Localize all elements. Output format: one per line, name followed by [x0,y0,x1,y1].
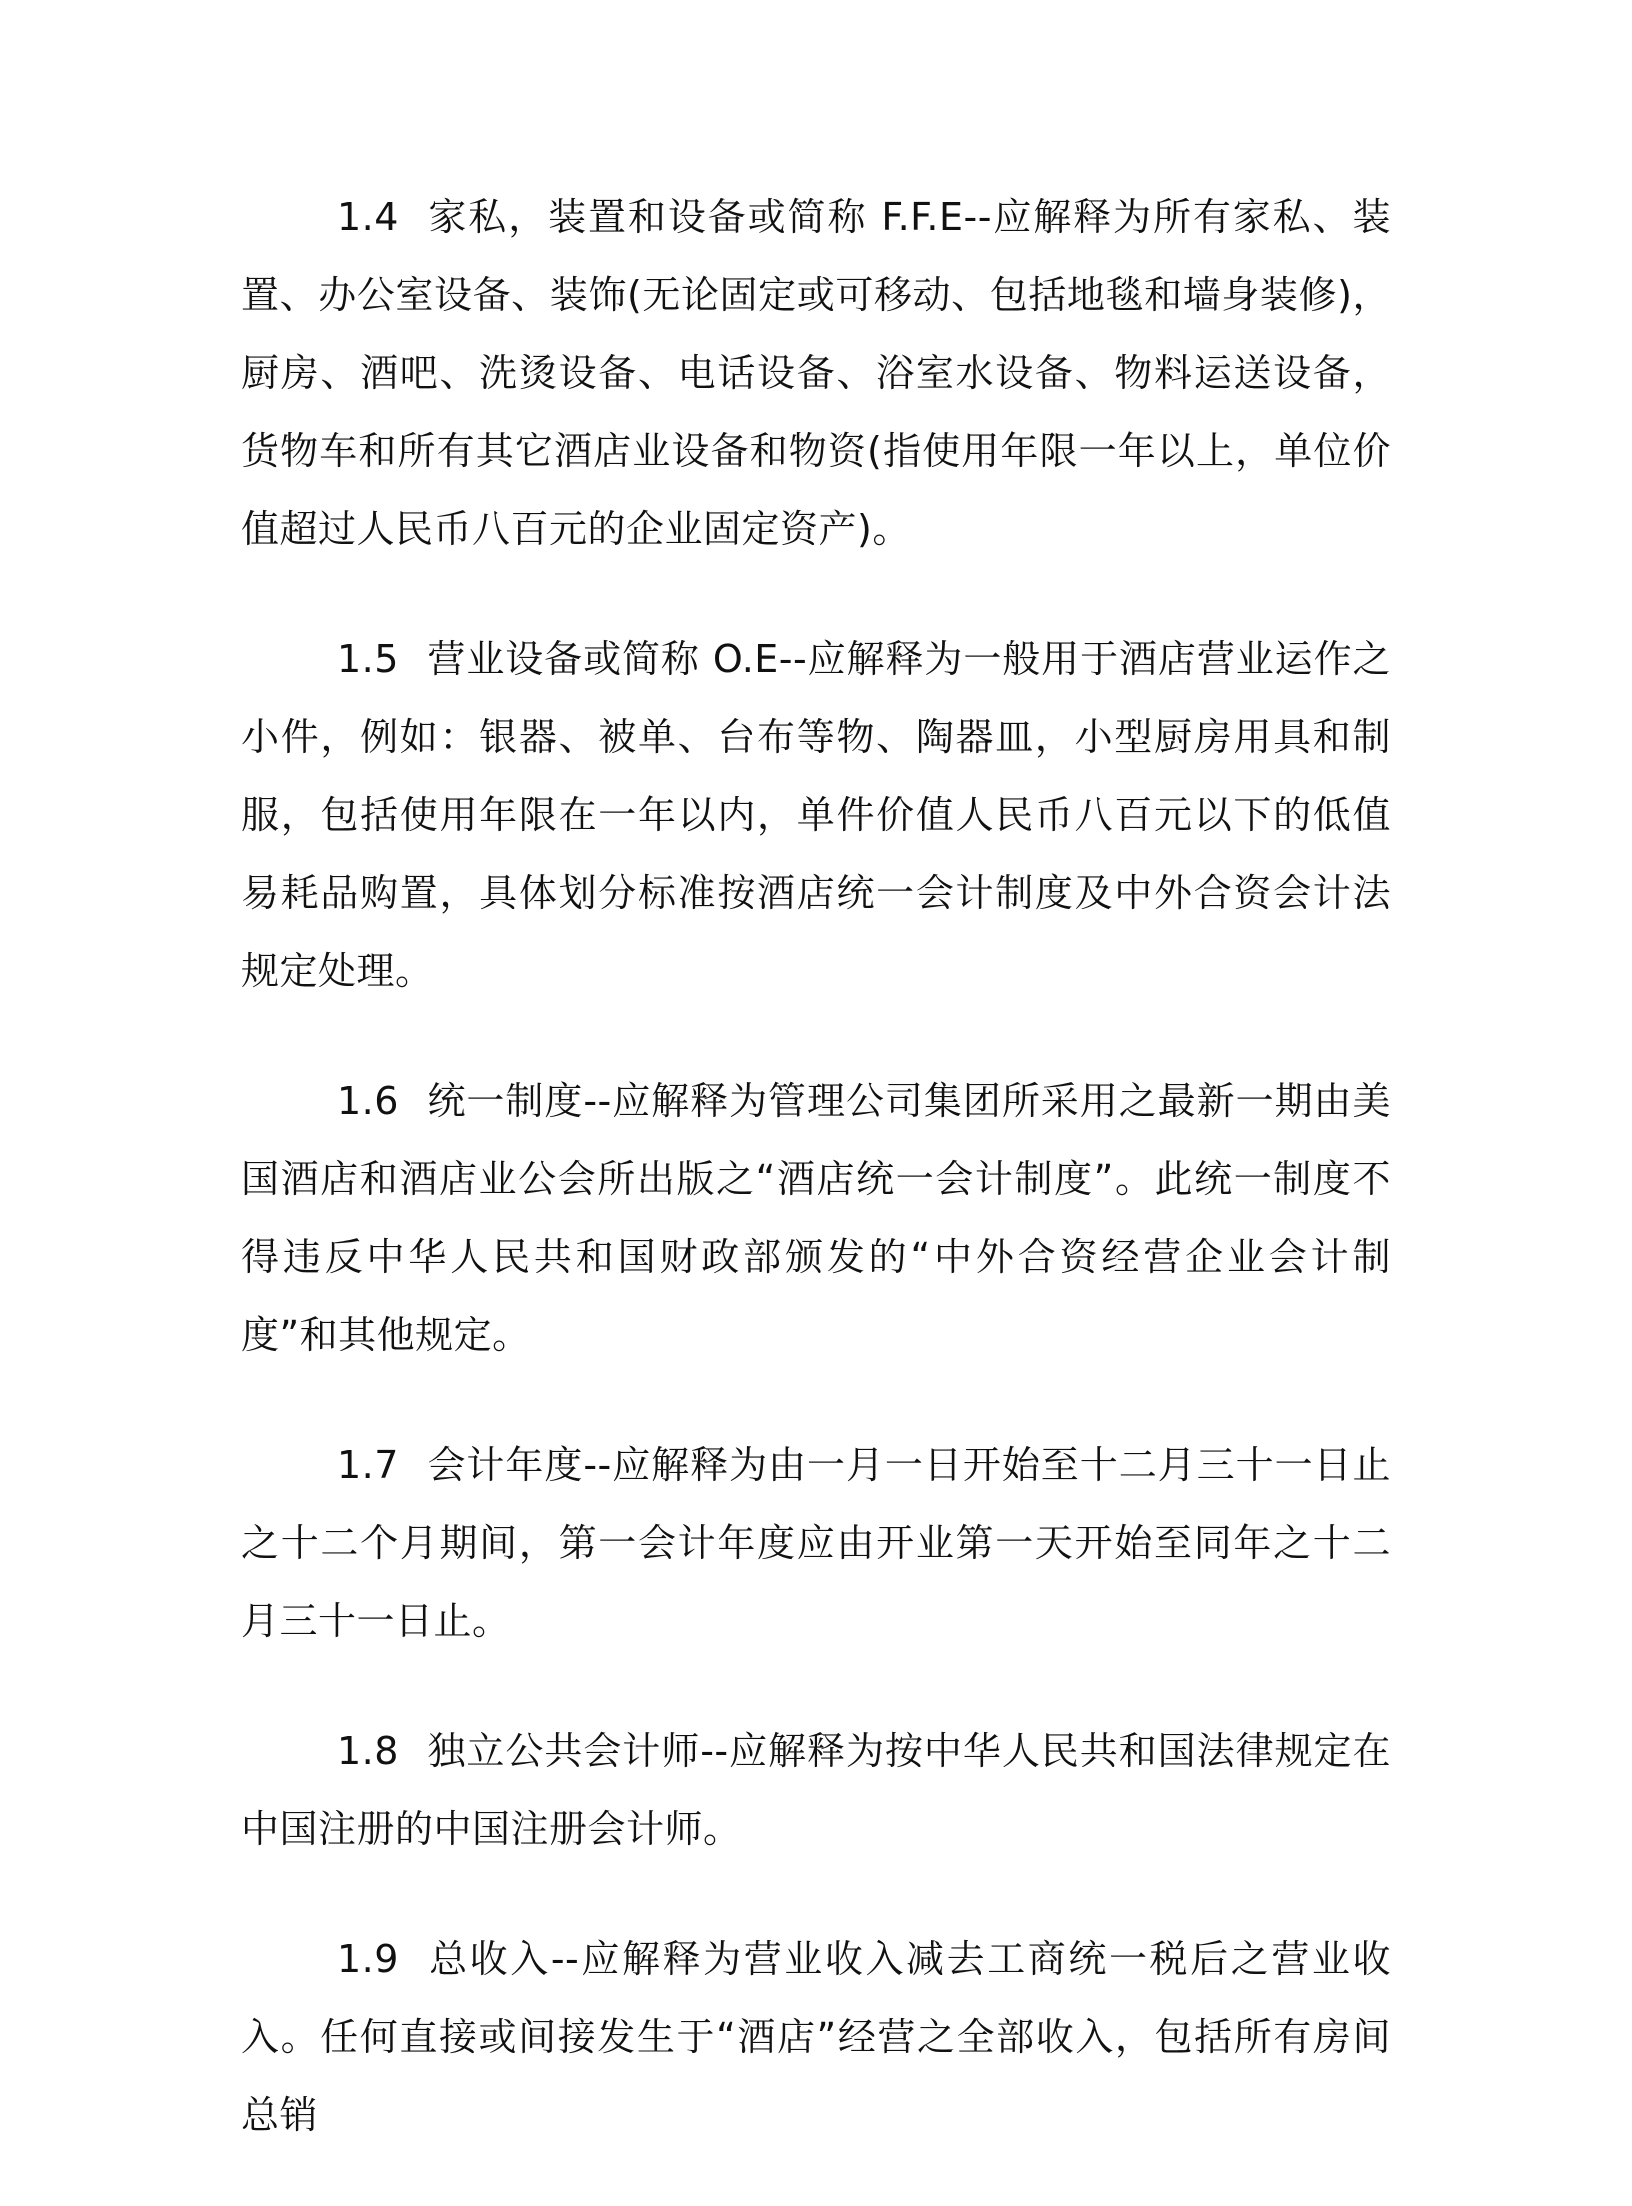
clause-number: 1.5 [337,637,399,681]
clause-text: 会计年度--应解释为由一月一日开始至十二月三十一日止之十二个月期间，第一会计年度应由开业第一天开始至同年之十二月三十一日止。 [241,1443,1391,1643]
clause-number: 1.7 [337,1443,399,1487]
clause-text: 统一制度--应解释为管理公司集团所采用之最新一期由美国酒店和酒店业公会所出版之“酒店统一会计制度”。此统一制度不得违反中华人民共和国财政部颁发的“中外合资经营企业会计制度”和其他规定。 [241,1079,1391,1357]
clause-1-6 [241,1062,1391,1374]
clause-text: 独立公共会计师--应解释为按中华人民共和国法律规定在中国注册的中国注册会计师。 [241,1729,1391,1851]
clause-text: 家私，装置和设备或简称 F.F.E--应解释为所有家私、装置、办公室设备、装饰(无论固定或可移动、包括地毯和墙身装修)，厨房、酒吧、洗烫设备、电话设备、浴室水设备、物料运送设备，货物车和所有其它酒店业设备和物资(指使用年限一年以上，单位价值超过人民币八百元的企业固定资产)。 [241,195,1391,551]
clause-text: 营业设备或简称 O.E--应解释为一般用于酒店营业运作之小件，例如：银器、被单、台布等物、陶器皿，小型厨房用具和制服，包括使用年限在一年以内，单件价值人民币八百元以下的低值易耗品购置，具体划分标准按酒店统一会计制度及中外合资会计法规定处理。 [241,637,1391,993]
clause-number: 1.6 [337,1079,399,1123]
clause-number: 1.4 [337,195,399,239]
clause-1-9 [241,1920,1391,2154]
clause-number: 1.9 [337,1937,399,1981]
clause-text: 总收入--应解释为营业收入减去工商统一税后之营业收入。任何直接或间接发生于“酒店”经营之全部收入，包括所有房间总销 [241,1937,1391,2137]
clause-1-5 [241,620,1391,1010]
clause-1-4 [241,178,1391,568]
clause-1-8 [241,1712,1391,1868]
document-body [241,178,1391,2206]
clause-1-7 [241,1426,1391,1660]
clause-number: 1.8 [337,1729,399,1773]
